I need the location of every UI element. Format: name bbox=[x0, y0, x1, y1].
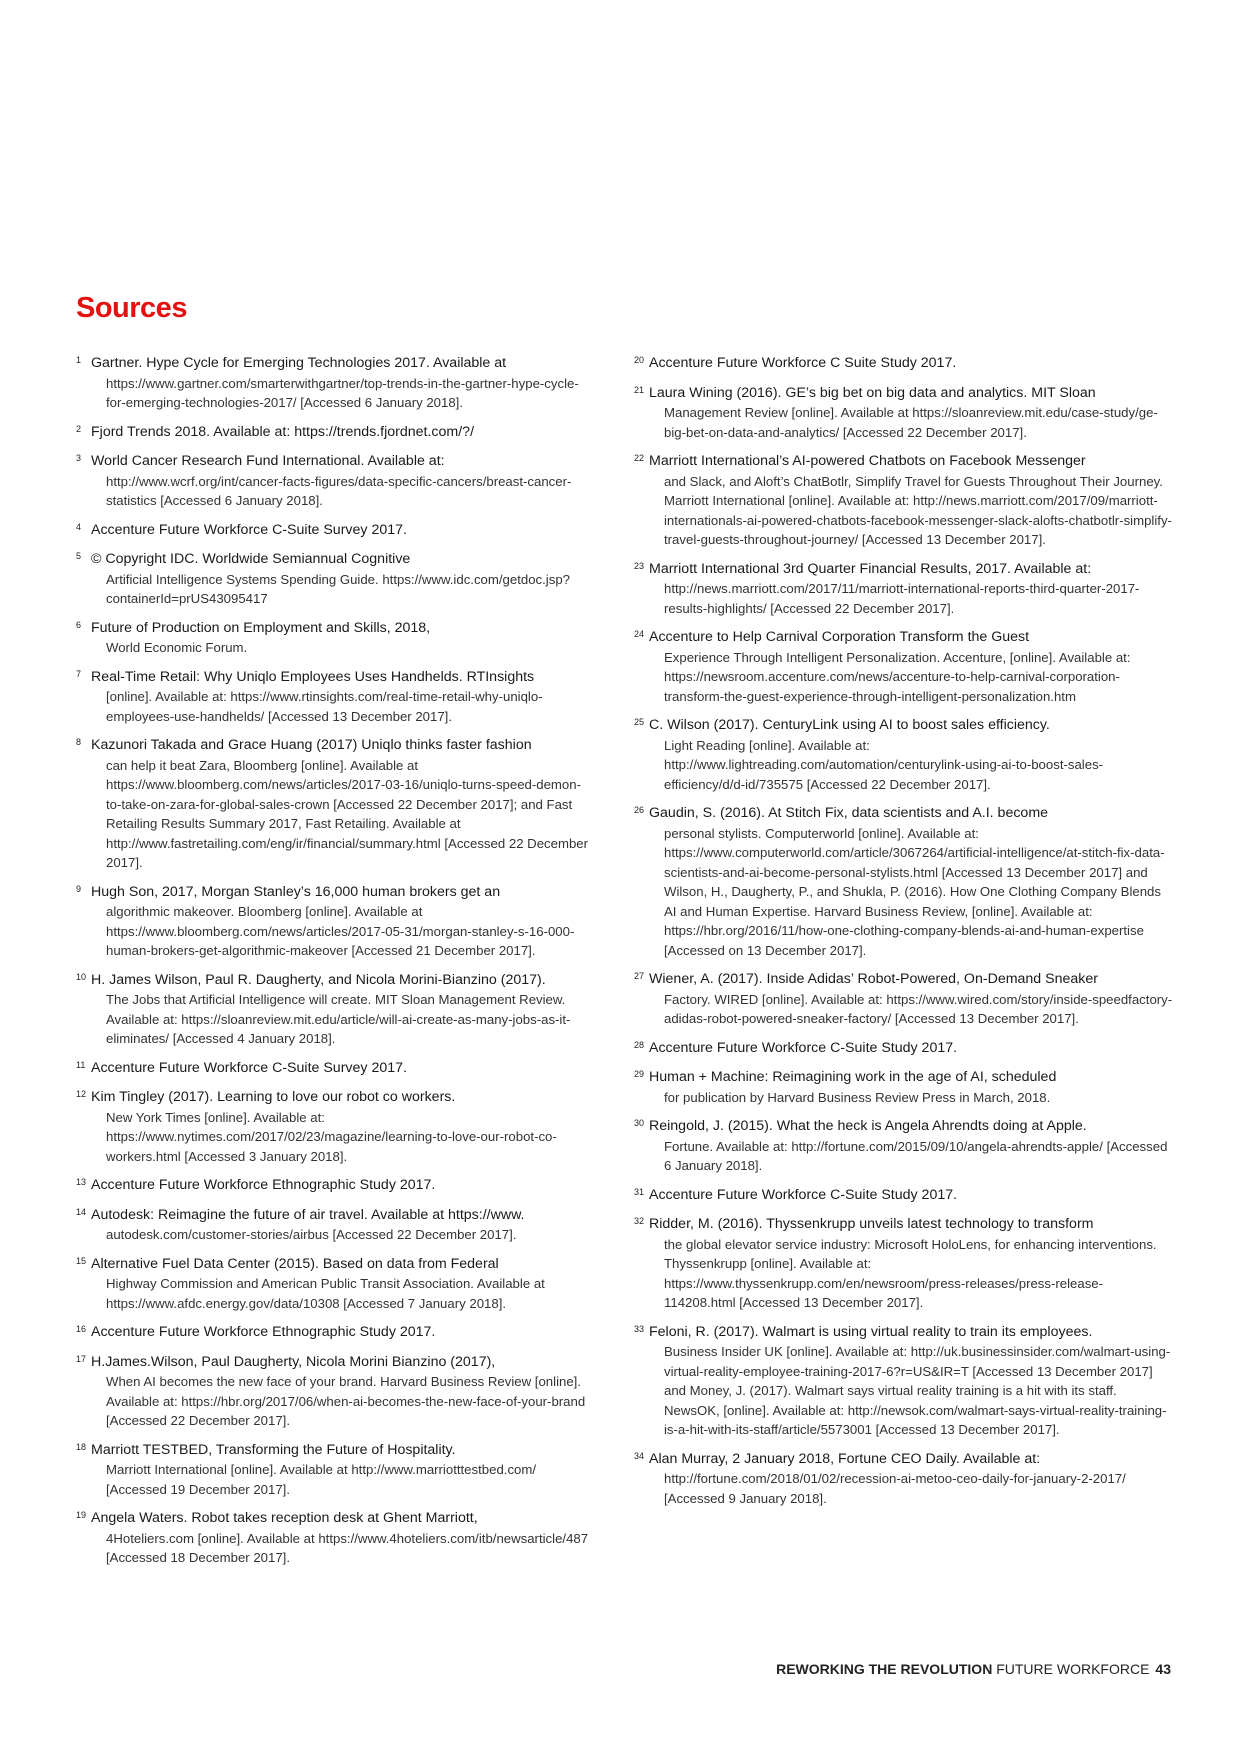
source-title: Hugh Son, 2017, Morgan Stanley’s 16,000 human brokers get an bbox=[91, 883, 501, 900]
footnote-number: 26 bbox=[634, 805, 645, 815]
footnote-number: 20 bbox=[634, 355, 645, 365]
source-title: Accenture Future Workforce C-Suite Study 2017. bbox=[649, 1039, 958, 1056]
source-detail: Highway Commission and American Public Transit Association. Available at https://www.afdc.energy.gov/data/10308 [Accessed 7 January 2018]. bbox=[106, 1276, 545, 1311]
footnote-number: 6 bbox=[76, 619, 82, 630]
source-item bbox=[76, 452, 596, 511]
source-title: Accenture Future Workforce C-Suite Study 2017. bbox=[649, 1186, 958, 1203]
footer-report-title: REWORKING THE REVOLUTION bbox=[776, 1661, 993, 1677]
page-footer bbox=[776, 1661, 1171, 1677]
source-item bbox=[76, 1441, 596, 1500]
source-title: Laura Wining (2016). GE’s big bet on big data and analytics. MIT Sloan bbox=[649, 384, 1096, 401]
source-title: Future of Production on Employment and Skills, 2018, bbox=[91, 619, 431, 636]
page-title: Sources bbox=[76, 292, 187, 324]
source-item bbox=[76, 550, 596, 609]
footnote-number: 29 bbox=[634, 1069, 645, 1079]
source-title: Feloni, R. (2017). Walmart is using virtual reality to train its employees. bbox=[649, 1323, 1093, 1340]
source-detail: When AI becomes the new face of your brand. Harvard Business Review [online]. Available at: https://hbr.org/2017/06/when-ai-becomes-the-new-face-of-your-brand [Accessed 22 December 2017]. bbox=[106, 1374, 586, 1428]
footer-section: FUTURE WORKFORCE bbox=[992, 1661, 1150, 1677]
source-title: Real-Time Retail: Why Uniqlo Employees Uses Handhelds. RTInsights bbox=[91, 668, 535, 685]
source-detail: autodesk.com/customer-stories/airbus [Accessed 22 December 2017]. bbox=[106, 1227, 517, 1242]
source-item bbox=[634, 354, 1174, 374]
source-item bbox=[76, 521, 596, 541]
source-detail: Light Reading [online]. Available at: http://www.lightreading.com/automation/centurylink-using-ai-to-boost-sales-efficiency/d/d-id/735575 [Accessed 22 December 2017]. bbox=[664, 737, 1104, 792]
source-title: H.James.Wilson, Paul Daugherty, Nicola Morini Bianzino (2017), bbox=[91, 1353, 496, 1370]
source-detail: 4Hoteliers.com [online]. Available at https://www.4hoteliers.com/itb/newsarticle/487 [Accessed 18 December 2017]. bbox=[106, 1530, 589, 1565]
source-title: Wiener, A. (2017). Inside Adidas’ Robot-Powered, On-Demand Sneaker bbox=[649, 971, 1098, 987]
footnote-number: 13 bbox=[76, 1177, 87, 1187]
footnote-number: 1 bbox=[76, 355, 82, 365]
footnote-number: 19 bbox=[76, 1510, 87, 1520]
footnote-number: 15 bbox=[76, 1255, 87, 1266]
sources-column-left bbox=[76, 354, 596, 1578]
source-item bbox=[76, 1509, 596, 1568]
footnote-number: 8 bbox=[76, 737, 82, 747]
source-title: Kazunori Takada and Grace Huang (2017) Uniqlo thinks faster fashion bbox=[91, 737, 532, 753]
source-title: Marriott International 3rd Quarter Financial Results, 2017. Available at: bbox=[649, 560, 1092, 577]
source-title: Accenture Future Workforce C Suite Study 2017. bbox=[649, 355, 957, 371]
source-detail: personal stylists. Computerworld [online]. Available at: https://www.computerworld.com/article/3067264/artificial-intelligence/at-stitch-fix-data-scientists-and-ai-become-personal-stylists.html [Accessed 13 December 2017] and Wilson, H., Daugherty, P., and Shukla, P. (2016). How One Clothing Company Blends AI and Human Expertise. Harvard Business Review, [online]. Available at: https://hbr.org/2016/11/how-one-clothing-company-blends-ai-and-human-expertise [Accessed on 13 December 2017]. bbox=[664, 825, 1165, 958]
source-item bbox=[76, 668, 596, 727]
source-title: Reingold, J. (2015). What the heck is Angela Ahrendts doing at Apple. bbox=[649, 1118, 1087, 1134]
footnote-number: 24 bbox=[634, 629, 645, 639]
source-item bbox=[76, 1353, 596, 1431]
source-item bbox=[634, 1117, 1174, 1176]
source-detail: Fortune. Available at: http://fortune.com/2015/09/10/angela-ahrendts-apple/ [Accessed 6 January 2018]. bbox=[664, 1138, 1168, 1173]
source-title: Marriott International’s AI-powered Chatbots on Facebook Messenger bbox=[649, 453, 1086, 469]
source-item bbox=[634, 1215, 1174, 1313]
footnote-number: 7 bbox=[76, 668, 82, 679]
source-item bbox=[634, 384, 1174, 443]
footnote-number: 18 bbox=[76, 1441, 87, 1452]
footnote-number: 34 bbox=[634, 1450, 645, 1461]
source-detail: Business Insider UK [online]. Available at: http://uk.businessinsider.com/walmart-using-virtual-reality-employee-training-2017-6?r=US&IR=T [Accessed 13 December 2017] and Money, J. (2017). Walmart says virtual reality training is a hit with its staff. NewsOK, [online]. Available at: http://newsok.com/walmart-says-virtual-reality-training-is-a-hit-with-its-staff/article/5573001 [Accessed 13 December 2017]. bbox=[664, 1344, 1171, 1437]
footnote-number: 28 bbox=[634, 1039, 645, 1050]
source-item bbox=[634, 560, 1174, 619]
source-item bbox=[76, 619, 596, 658]
footnote-number: 21 bbox=[634, 384, 645, 395]
source-title: Gartner. Hype Cycle for Emerging Technologies 2017. Available at bbox=[91, 355, 507, 371]
source-title: World Cancer Research Fund International. Available at: bbox=[91, 453, 445, 469]
source-title: Accenture Future Workforce C-Suite Survey 2017. bbox=[91, 521, 407, 538]
source-item bbox=[634, 452, 1174, 550]
source-item bbox=[76, 883, 596, 961]
footnote-number: 33 bbox=[634, 1323, 645, 1334]
source-item bbox=[76, 1088, 596, 1166]
source-detail: The Jobs that Artificial Intelligence will create. MIT Sloan Management Review. Available at: https://sloanreview.mit.edu/article/will-ai-create-as-many-jobs-as-it-eliminates/ [Accessed 4 January 2018]. bbox=[106, 992, 571, 1046]
source-title: © Copyright IDC. Worldwide Semiannual Cognitive bbox=[91, 551, 411, 567]
source-title: C. Wilson (2017). CenturyLink using AI to boost sales efficiency. bbox=[649, 717, 1050, 733]
footnote-number: 30 bbox=[634, 1118, 645, 1128]
source-title: Accenture Future Workforce C-Suite Survey 2017. bbox=[91, 1059, 407, 1076]
footnote-number: 12 bbox=[76, 1089, 87, 1099]
source-title: Fjord Trends 2018. Available at: https://trends.fjordnet.com/?/ bbox=[91, 423, 475, 440]
source-detail: algorithmic makeover. Bloomberg [online]. Available at https://www.bloomberg.com/news/articles/2017-05-31/morgan-stanley-s-16-000-human-brokers-get-algorithmic-makeover [Accessed 21 December 2017]. bbox=[106, 904, 575, 958]
source-detail: Artificial Intelligence Systems Spending Guide. https://www.idc.com/getdoc.jsp?containerId=prUS43095417 bbox=[106, 571, 570, 606]
footnote-number: 16 bbox=[76, 1324, 87, 1334]
source-title: Accenture Future Workforce Ethnographic Study 2017. bbox=[91, 1177, 436, 1193]
source-detail: and Slack, and Aloft’s ChatBotlr, Simplify Travel for Guests Throughout Their Journey. Marriott International [online]. Available at: http://news.marriott.com/2017/09/marriott-internationals-ai-powered-chatbots-facebook-messenger-slack-alofts-chatbotlr-simplify-travel-guests-throughout-journey/ [Accessed 13 December 2017]. bbox=[664, 473, 1172, 547]
source-detail: https://www.gartner.com/smarterwithgartner/top-trends-in-the-gartner-hype-cycle-for-emerging-technologies-2017/ [Accessed 6 January 2018]. bbox=[106, 375, 579, 410]
source-item bbox=[634, 1323, 1174, 1440]
source-detail: World Economic Forum. bbox=[106, 640, 248, 655]
source-detail: [online]. Available at: https://www.rtinsights.com/real-time-retail-why-uniqlo-employees-use-handhelds/ [Accessed 13 December 2017]. bbox=[106, 689, 543, 724]
source-title: Ridder, M. (2016). Thyssenkrupp unveils latest technology to transform bbox=[649, 1216, 1094, 1232]
footnote-number: 9 bbox=[76, 883, 82, 894]
source-title: Kim Tingley (2017). Learning to love our robot co workers. bbox=[91, 1089, 456, 1105]
source-item bbox=[634, 804, 1174, 960]
footnote-number: 5 bbox=[76, 551, 82, 561]
source-detail: http://www.wcrf.org/int/cancer-facts-figures/data-specific-cancers/breast-cancer-statistics [Accessed 6 January 2018]. bbox=[106, 473, 572, 508]
footnote-number: 22 bbox=[634, 453, 645, 463]
source-title: Angela Waters. Robot takes reception desk at Ghent Marriott, bbox=[91, 1510, 478, 1526]
source-item bbox=[76, 1323, 596, 1343]
sources-column-right bbox=[634, 354, 1174, 1518]
source-detail: Management Review [online]. Available at https://sloanreview.mit.edu/case-study/ge-big-bet-on-data-and-analytics/ [Accessed 22 December 2017]. bbox=[664, 405, 1158, 440]
source-title: Human + Machine: Reimagining work in the age of AI, scheduled bbox=[649, 1069, 1057, 1085]
footnote-number: 10 bbox=[76, 971, 87, 982]
source-detail: for publication by Harvard Business Review Press in March, 2018. bbox=[664, 1089, 1051, 1105]
footnote-number: 27 bbox=[634, 971, 645, 981]
source-item bbox=[634, 970, 1174, 1029]
source-item bbox=[634, 1068, 1174, 1107]
source-detail: http://news.marriott.com/2017/11/marriott-international-reports-third-quarter-2017-results-highlights/ [Accessed 22 December 2017]. bbox=[664, 581, 1140, 616]
source-item bbox=[76, 423, 596, 443]
footnote-number: 23 bbox=[634, 560, 645, 571]
page-number: 43 bbox=[1155, 1661, 1171, 1677]
source-title: H. James Wilson, Paul R. Daugherty, and Nicola Morini-Bianzino (2017). bbox=[91, 971, 546, 988]
source-title: Accenture to Help Carnival Corporation Transform the Guest bbox=[649, 629, 1030, 645]
source-title: Marriott TESTBED, Transforming the Future of Hospitality. bbox=[91, 1441, 456, 1458]
source-item bbox=[634, 716, 1174, 794]
source-item bbox=[76, 736, 596, 873]
source-item bbox=[76, 354, 596, 413]
source-item bbox=[634, 1039, 1174, 1059]
source-item bbox=[634, 1450, 1174, 1509]
source-detail: the global elevator service industry: Microsoft HoloLens, for enhancing interventions. Thyssenkrupp [online]. Available at: https://www.thyssenkrupp.com/en/newsroom/press-releases/press-release-114208.html [Accessed 13 December 2017]. bbox=[664, 1236, 1157, 1310]
source-item bbox=[76, 1206, 596, 1245]
source-item bbox=[76, 1176, 596, 1196]
footnote-number: 25 bbox=[634, 717, 645, 727]
source-detail: Marriott International [online]. Available at http://www.marriotttestbed.com/ [Accessed 19 December 2017]. bbox=[106, 1462, 537, 1497]
source-title: Alan Murray, 2 January 2018, Fortune CEO Daily. Available at: bbox=[649, 1450, 1041, 1467]
footnote-number: 14 bbox=[76, 1206, 87, 1217]
source-detail: http://fortune.com/2018/01/02/recession-ai-metoo-ceo-daily-for-january-2-2017/ [Accessed 9 January 2018]. bbox=[664, 1471, 1126, 1506]
footnote-number: 17 bbox=[76, 1353, 87, 1364]
source-detail: Factory. WIRED [online]. Available at: https://www.wired.com/story/inside-speedfactory-adidas-robot-powered-sneaker-factory/ [Accessed 13 December 2017]. bbox=[664, 991, 1173, 1026]
source-detail: New York Times [online]. Available at: https://www.nytimes.com/2017/02/23/magazine/learning-to-love-our-robot-co-workers.html [Accessed 3 January 2018]. bbox=[106, 1109, 557, 1164]
source-title: Autodesk: Reimagine the future of air travel. Available at https://www. bbox=[91, 1206, 525, 1223]
footnote-number: 32 bbox=[634, 1216, 645, 1226]
source-detail: can help it beat Zara, Bloomberg [online]. Available at https://www.bloomberg.com/news/articles/2017-03-16/uniqlo-turns-speed-demon-to-take-on-zara-for-global-sales-crown [Accessed 22 December 2017]; and Fast Retailing Results Summary 2017, Fast Retailing. Available at http://www.fastretailing.com/eng/ir/financial/summary.html [Accessed 22 December 2017]. bbox=[106, 757, 589, 870]
source-title: Accenture Future Workforce Ethnographic Study 2017. bbox=[91, 1324, 436, 1340]
footnote-number: 4 bbox=[76, 521, 82, 532]
source-item bbox=[76, 1059, 596, 1079]
footnote-number: 31 bbox=[634, 1186, 645, 1197]
source-title: Gaudin, S. (2016). At Stitch Fix, data scientists and A.I. become bbox=[649, 805, 1049, 821]
footnote-number: 3 bbox=[76, 453, 82, 463]
source-item bbox=[634, 628, 1174, 706]
source-detail: Experience Through Intelligent Personalization. Accenture, [online]. Available at: https://newsroom.accenture.com/news/accenture-to-help-carnival-corporation-transform-the-guest-experience-through-intelligent-personalization.htm bbox=[664, 649, 1131, 704]
source-item bbox=[76, 971, 596, 1049]
source-title: Alternative Fuel Data Center (2015). Based on data from Federal bbox=[91, 1255, 499, 1272]
source-item bbox=[634, 1186, 1174, 1206]
footnote-number: 2 bbox=[76, 423, 82, 434]
source-item bbox=[76, 1255, 596, 1314]
footnote-number: 11 bbox=[76, 1059, 86, 1070]
